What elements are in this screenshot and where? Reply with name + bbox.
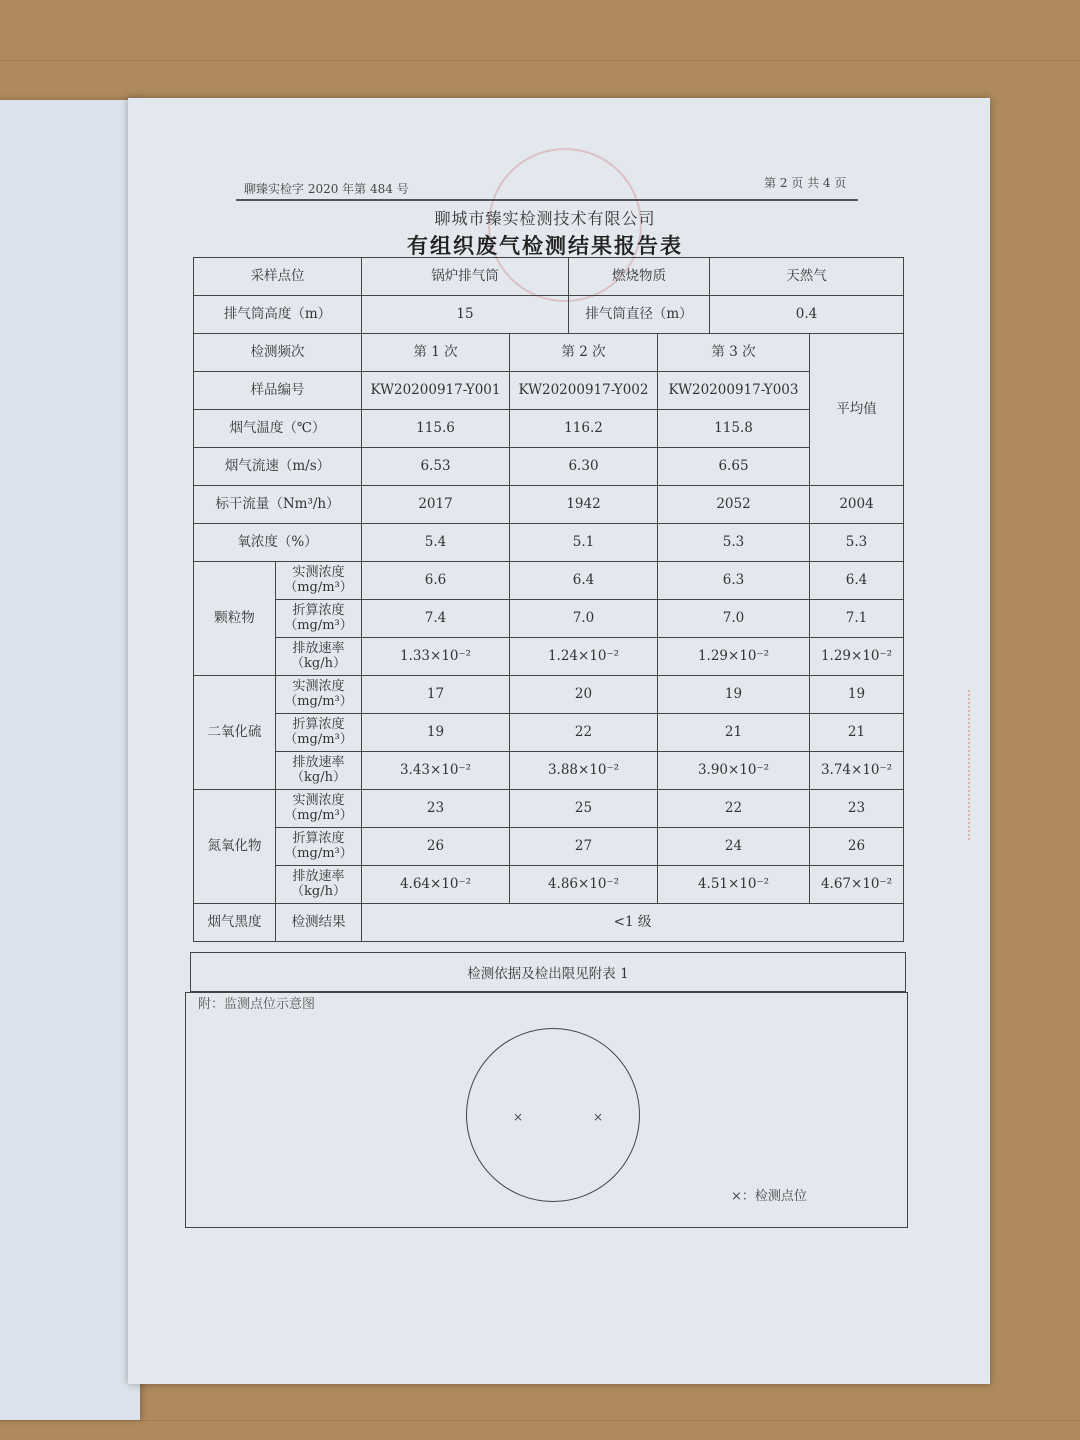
table-cell: 27 bbox=[510, 828, 658, 866]
pollutant-item bbox=[276, 714, 362, 752]
table-cell: 115.8 bbox=[658, 410, 810, 448]
stack-cross-section bbox=[466, 1028, 640, 1202]
table-cell: 22 bbox=[658, 790, 810, 828]
item-unit: （kg/h） bbox=[291, 769, 346, 785]
pollutant-item bbox=[276, 866, 362, 904]
pollutant-name: 二氧化硫 bbox=[194, 676, 276, 790]
table-cell: 26 bbox=[362, 828, 510, 866]
table-cell: 7.0 bbox=[658, 600, 810, 638]
average-cell: 2004 bbox=[810, 486, 904, 524]
table-cell: KW20200917-Y002 bbox=[510, 372, 658, 410]
run-header: 第 1 次 bbox=[362, 334, 510, 372]
table-row bbox=[194, 600, 904, 638]
blackness-sub: 检测结果 bbox=[276, 904, 362, 942]
table-row bbox=[194, 562, 904, 600]
table-row bbox=[194, 410, 904, 448]
table-row bbox=[194, 828, 904, 866]
table-row bbox=[194, 752, 904, 790]
monitoring-diagram bbox=[185, 992, 908, 1228]
table-cell: 1.24×10⁻² bbox=[510, 638, 658, 676]
item-label: 折算浓度 bbox=[292, 602, 345, 618]
table-cell: 1942 bbox=[510, 486, 658, 524]
basis-note bbox=[190, 952, 906, 992]
table-cell: 2017 bbox=[362, 486, 510, 524]
item-label: 排放速率 bbox=[292, 868, 345, 884]
report-number: 聊臻实检字 2020 年第 484 号 bbox=[244, 182, 409, 196]
table-cell: 6.4 bbox=[510, 562, 658, 600]
table-cell: 6.6 bbox=[362, 562, 510, 600]
table-cell: 21 bbox=[658, 714, 810, 752]
table-cell: 5.3 bbox=[658, 524, 810, 562]
table-cell: KW20200917-Y001 bbox=[362, 372, 510, 410]
table-row bbox=[194, 372, 904, 410]
table-row bbox=[194, 334, 904, 372]
freq-label: 检测频次 bbox=[194, 334, 362, 372]
item-unit: （mg/m³） bbox=[284, 731, 353, 747]
wood-grain bbox=[0, 60, 1080, 61]
average-cell: 5.3 bbox=[810, 524, 904, 562]
pollutant-item bbox=[276, 752, 362, 790]
pollutant-item bbox=[276, 676, 362, 714]
average-cell: 21 bbox=[810, 714, 904, 752]
table-row bbox=[194, 676, 904, 714]
pollutant-item bbox=[276, 828, 362, 866]
table-cell: 25 bbox=[510, 790, 658, 828]
average-cell: 19 bbox=[810, 676, 904, 714]
table-cell: 1.33×10⁻² bbox=[362, 638, 510, 676]
average-cell: 23 bbox=[810, 790, 904, 828]
table-cell: 7.0 bbox=[510, 600, 658, 638]
table-cell: 17 bbox=[362, 676, 510, 714]
run-header: 第 2 次 bbox=[510, 334, 658, 372]
page-number: 第 2 页 共 4 页 bbox=[764, 176, 847, 190]
table-cell: 22 bbox=[510, 714, 658, 752]
table-cell: 2052 bbox=[658, 486, 810, 524]
blackness-label: 烟气黑度 bbox=[194, 904, 276, 942]
table-row bbox=[194, 866, 904, 904]
table-cell: 6.53 bbox=[362, 448, 510, 486]
results-table bbox=[193, 257, 904, 942]
pollutant-item bbox=[276, 790, 362, 828]
fuel-label: 燃烧物质 bbox=[569, 258, 710, 296]
average-cell: 6.4 bbox=[810, 562, 904, 600]
table-cell: 4.86×10⁻² bbox=[510, 866, 658, 904]
item-unit: （mg/m³） bbox=[284, 617, 353, 633]
table-cell: 19 bbox=[658, 676, 810, 714]
table-row bbox=[194, 448, 904, 486]
wood-grain bbox=[0, 1420, 1080, 1421]
pollutant-item bbox=[276, 600, 362, 638]
table-cell: 4.51×10⁻² bbox=[658, 866, 810, 904]
pollutant-name: 颗粒物 bbox=[194, 562, 276, 676]
diagram-legend: ×：检测点位 bbox=[731, 1189, 807, 1204]
row-label: 氧浓度（%） bbox=[194, 524, 362, 562]
average-cell: 4.67×10⁻² bbox=[810, 866, 904, 904]
company-name: 聊城市臻实检测技术有限公司 bbox=[434, 209, 656, 228]
item-label: 折算浓度 bbox=[292, 716, 345, 732]
pollutant-item bbox=[276, 638, 362, 676]
row-label: 标干流量（Nm³/h） bbox=[194, 486, 362, 524]
item-label: 排放速率 bbox=[292, 640, 345, 656]
table-cell: 5.1 bbox=[510, 524, 658, 562]
table-row bbox=[194, 296, 904, 334]
table-row bbox=[194, 638, 904, 676]
average-header: 平均值 bbox=[810, 334, 904, 486]
item-unit: （mg/m³） bbox=[284, 807, 353, 823]
table-cell: 116.2 bbox=[510, 410, 658, 448]
sampling-point-label: 采样点位 bbox=[194, 258, 362, 296]
diagram-caption: 附：监测点位示意图 bbox=[198, 997, 316, 1012]
item-unit: （kg/h） bbox=[291, 883, 346, 899]
table-cell: 3.90×10⁻² bbox=[658, 752, 810, 790]
red-ink-mark bbox=[968, 690, 992, 840]
table-cell: 6.3 bbox=[658, 562, 810, 600]
basis-note-text: 检测依据及检出限见附表 1 bbox=[467, 966, 629, 982]
pollutant-item bbox=[276, 562, 362, 600]
table-cell: KW20200917-Y003 bbox=[658, 372, 810, 410]
stack-diameter-value: 0.4 bbox=[710, 296, 904, 334]
item-label: 排放速率 bbox=[292, 754, 345, 770]
table-cell: 24 bbox=[658, 828, 810, 866]
row-label: 烟气流速（m/s） bbox=[194, 448, 362, 486]
item-label: 实测浓度 bbox=[292, 792, 345, 808]
header-rule bbox=[236, 199, 858, 201]
stack-height-label: 排气筒高度（m） bbox=[194, 296, 362, 334]
left-page bbox=[0, 100, 140, 1420]
table-cell: 4.64×10⁻² bbox=[362, 866, 510, 904]
table-row bbox=[194, 258, 904, 296]
average-cell: 3.74×10⁻² bbox=[810, 752, 904, 790]
table-cell: 6.30 bbox=[510, 448, 658, 486]
stack-height-value: 15 bbox=[362, 296, 569, 334]
item-label: 实测浓度 bbox=[292, 564, 345, 580]
row-label: 样品编号 bbox=[194, 372, 362, 410]
average-cell: 1.29×10⁻² bbox=[810, 638, 904, 676]
table-cell: 3.88×10⁻² bbox=[510, 752, 658, 790]
report-title: 有组织废气检测结果报告表 bbox=[407, 233, 683, 258]
run-header: 第 3 次 bbox=[658, 334, 810, 372]
stack-diameter-label: 排气筒直径（m） bbox=[569, 296, 710, 334]
table-cell: 20 bbox=[510, 676, 658, 714]
table-cell: 3.43×10⁻² bbox=[362, 752, 510, 790]
table-row bbox=[194, 486, 904, 524]
table-row bbox=[194, 790, 904, 828]
item-label: 折算浓度 bbox=[292, 830, 345, 846]
cross-mark-icon: × bbox=[593, 1110, 604, 1124]
blackness-value: <1 级 bbox=[362, 904, 904, 942]
average-cell: 7.1 bbox=[810, 600, 904, 638]
table-cell: 23 bbox=[362, 790, 510, 828]
table-cell: 1.29×10⁻² bbox=[658, 638, 810, 676]
sampling-point-value: 锅炉排气筒 bbox=[362, 258, 569, 296]
table-cell: 6.65 bbox=[658, 448, 810, 486]
item-unit: （mg/m³） bbox=[284, 579, 353, 595]
table-cell: 115.6 bbox=[362, 410, 510, 448]
item-unit: （kg/h） bbox=[291, 655, 346, 671]
table-row bbox=[194, 714, 904, 752]
fuel-value: 天然气 bbox=[710, 258, 904, 296]
table-cell: 7.4 bbox=[362, 600, 510, 638]
item-label: 实测浓度 bbox=[292, 678, 345, 694]
cross-mark-icon: × bbox=[513, 1110, 524, 1124]
table-cell: 19 bbox=[362, 714, 510, 752]
table-row bbox=[194, 904, 904, 942]
pollutant-name: 氮氧化物 bbox=[194, 790, 276, 904]
item-unit: （mg/m³） bbox=[284, 845, 353, 861]
table-row bbox=[194, 524, 904, 562]
average-cell: 26 bbox=[810, 828, 904, 866]
table-cell: 5.4 bbox=[362, 524, 510, 562]
item-unit: （mg/m³） bbox=[284, 693, 353, 709]
row-label: 烟气温度（℃） bbox=[194, 410, 362, 448]
